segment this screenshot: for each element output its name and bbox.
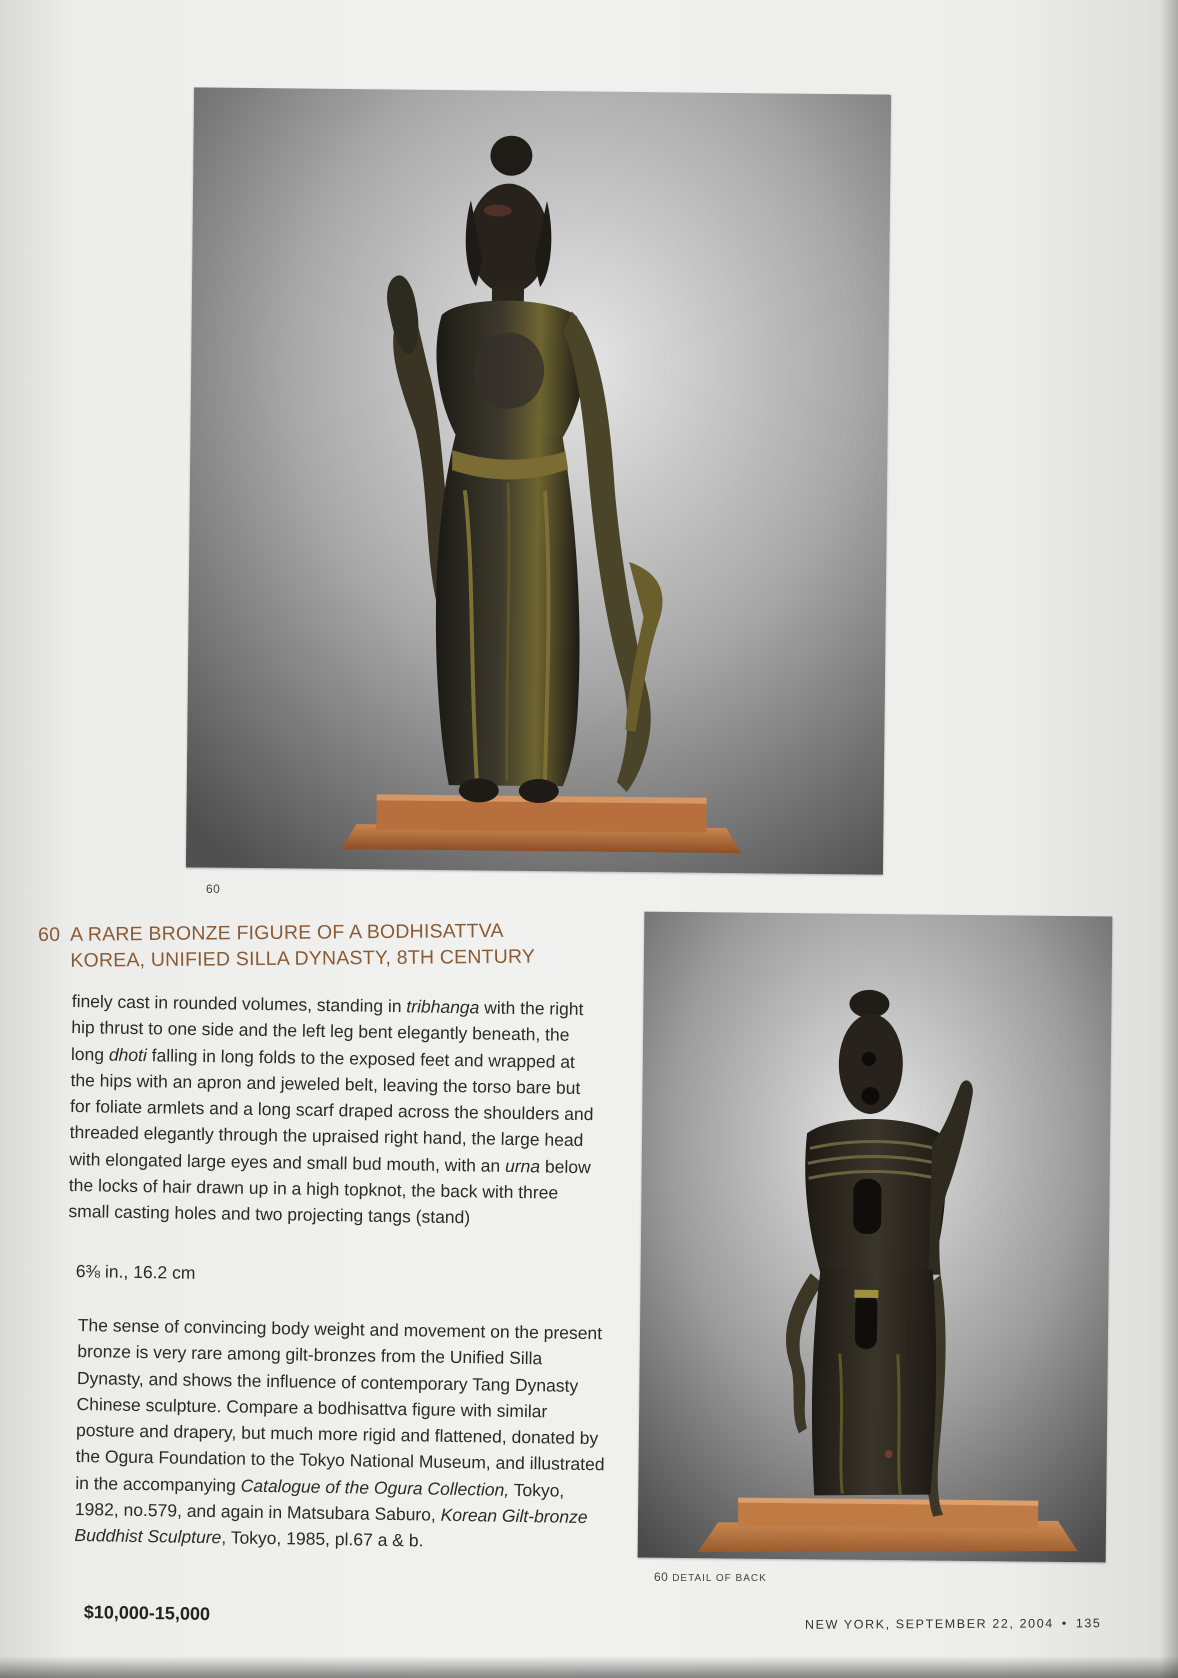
bodhisattva-back-photo bbox=[638, 912, 1113, 1563]
description-italic-term: tribhanga bbox=[406, 996, 480, 1018]
page-edge-shadow bbox=[1160, 0, 1178, 1678]
essay-text: The sense of convincing body weight and movement on the present bronze is very rare among gilt-bronzes from the Unified Silla Dynasty, and shows the influence of contemporary Tang Dynasty Chinese sculpture. Compare a bodhisattva figure with similar posture and drapery, but much more rigid and flattened, donated by the Ogura Foundation to the Tokyo National Museum, and illustrated in the accompanying bbox=[75, 1314, 605, 1496]
essay-text: Tokyo, 1982, no.579, and again in Matsubara Saburo, bbox=[74, 1479, 565, 1525]
back-photo-caption bbox=[654, 1570, 767, 1584]
page-number: 135 bbox=[1075, 1616, 1102, 1631]
description-italic-term: urna bbox=[504, 1155, 541, 1177]
essay-text: , Tokyo, 1985, pl.67 a & b. bbox=[221, 1527, 424, 1551]
bodhisattva-back-figure bbox=[638, 912, 1113, 1563]
lot-description bbox=[68, 988, 602, 1233]
back-caption-text: DETAIL OF BACK bbox=[672, 1573, 767, 1584]
bodhisattva-front-photo bbox=[186, 87, 891, 874]
description-text: falling in long folds to the exposed feet and wrapped at the hips with an apron and jeweled belt, leaving the torso bare but for foliate armlets and a long scarf draped across the shoulders and threaded elegantly through the upraised right hand, the large head with elongated large eyes and small bud mouth, with an bbox=[69, 1044, 594, 1176]
essay-italic-title: Korean Gilt-bronze Buddhist Sculpture bbox=[74, 1504, 588, 1548]
description-text: below the locks of hair drawn up in a high topknot, the back with three small casting holes and two projecting tangs (stand) bbox=[68, 1156, 591, 1228]
front-photo-caption: 60 bbox=[206, 882, 221, 896]
page-footer bbox=[805, 1616, 1102, 1632]
lot-number: 60 bbox=[38, 923, 61, 946]
description-text: with the right hip thrust to one side and the left leg bent elegantly beneath, the long bbox=[70, 997, 584, 1065]
bodhisattva-front-figure bbox=[186, 87, 891, 874]
description-text: finely cast in rounded volumes, standing in bbox=[71, 990, 407, 1017]
description-italic-term: dhoti bbox=[108, 1044, 148, 1065]
footer-location-date: NEW YORK, SEPTEMBER 22, 2004 bbox=[804, 1616, 1054, 1632]
essay-italic-title: Catalogue of the Ogura Collection, bbox=[240, 1475, 510, 1500]
lot-heading bbox=[38, 917, 598, 974]
lot-estimate: $10,000-15,000 bbox=[83, 1602, 211, 1624]
lot-title: A RARE BRONZE FIGURE OF A BODHISATTVA bbox=[70, 919, 504, 946]
page-bottom-shadow bbox=[0, 1656, 1178, 1678]
lot-essay bbox=[74, 1312, 608, 1557]
back-caption-number: 60 bbox=[654, 1570, 669, 1584]
footer-separator: • bbox=[1061, 1616, 1068, 1631]
lot-subtitle: KOREA, UNIFIED SILLA DYNASTY, 8TH CENTURY bbox=[70, 945, 536, 972]
lot-dimensions: 6⅜ in., 16.2 cm bbox=[75, 1260, 196, 1283]
